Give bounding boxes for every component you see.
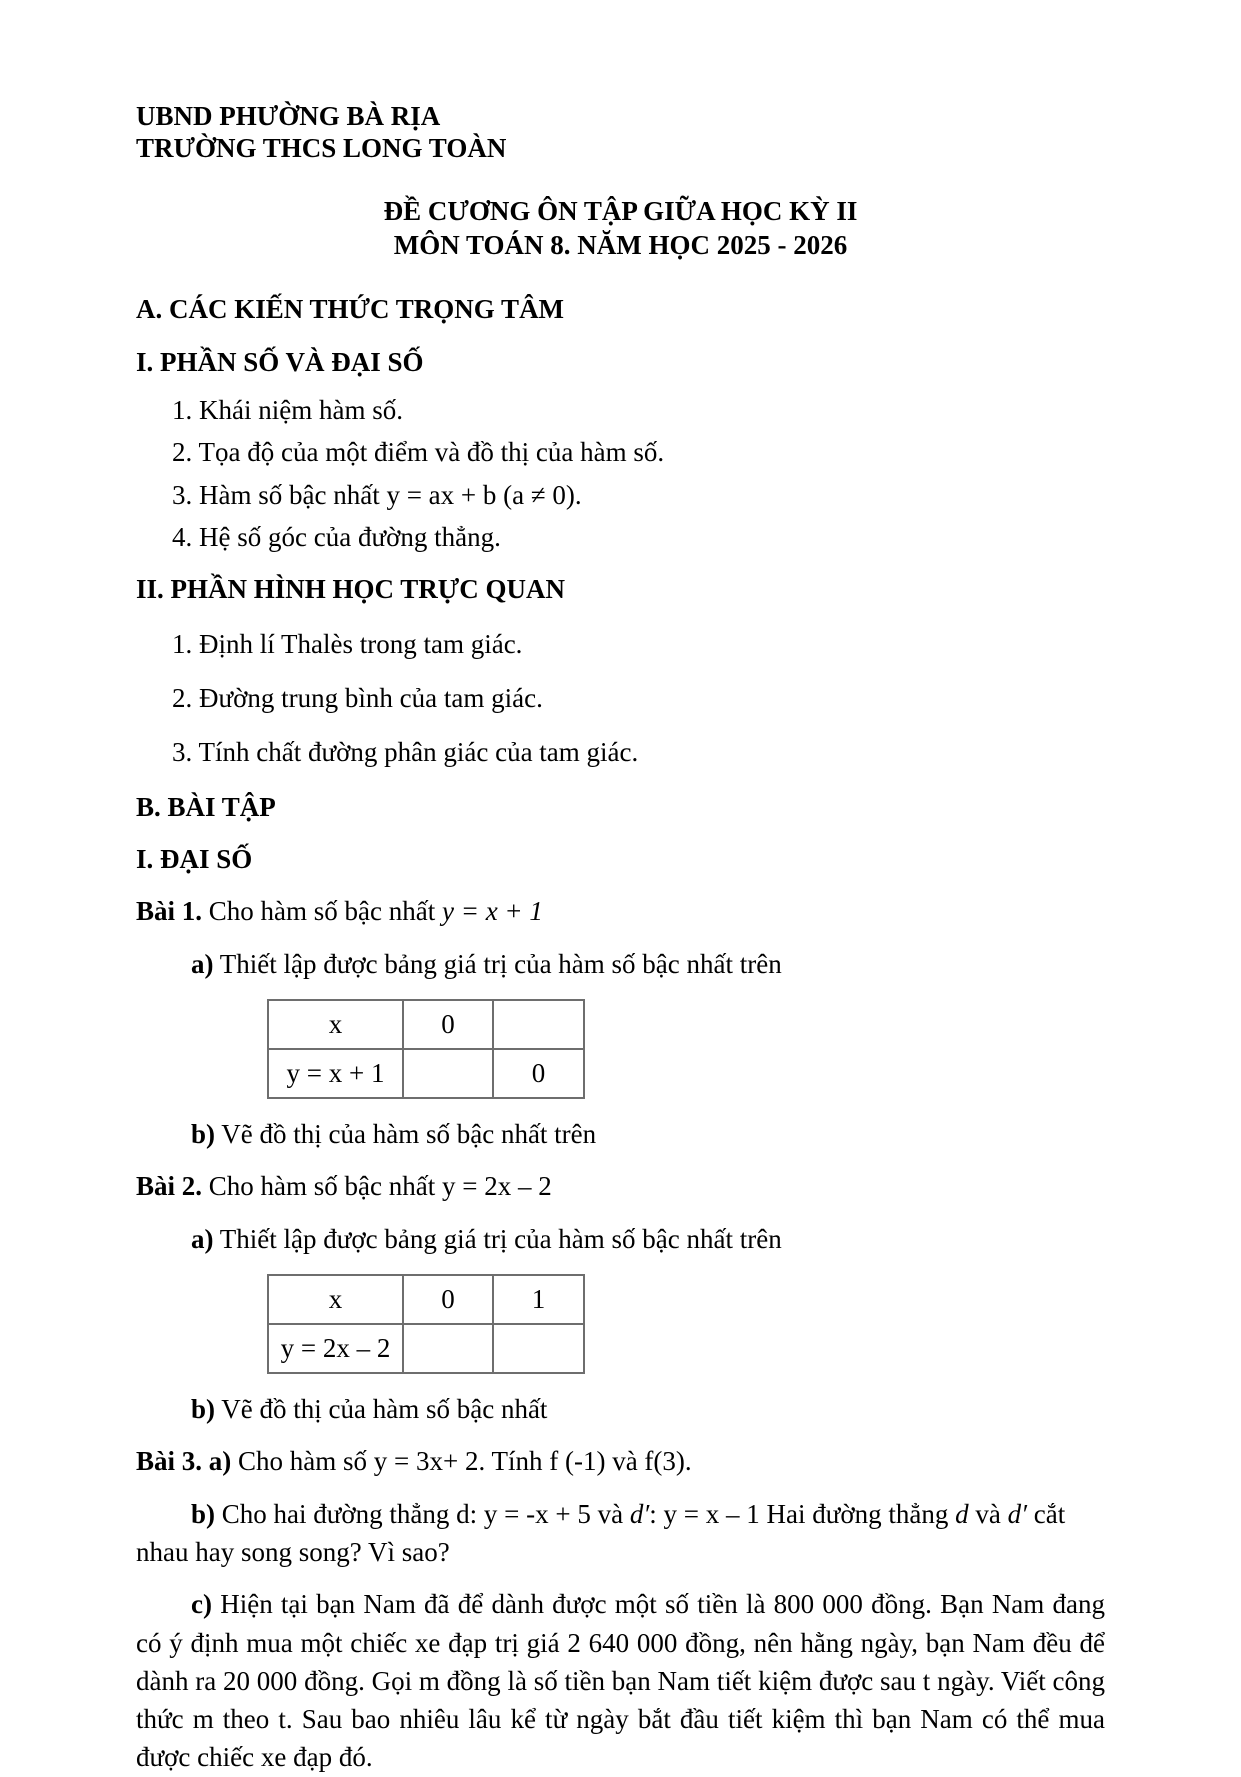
title-line-1: ĐỀ CƯƠNG ÔN TẬP GIỮA HỌC KỲ II [383, 195, 858, 226]
exercise-2-intro-line [136, 1167, 1105, 1205]
table-row [268, 1275, 584, 1324]
org-name: UBND PHƯỜNG BÀ RỊA [136, 101, 441, 131]
table-cell: x [268, 1000, 403, 1049]
algebra-topics-list [136, 391, 1105, 556]
part-a-text: Cho hàm số y = 3x+ 2. Tính f (-1) và f(3). [238, 1446, 692, 1477]
part-a-text: Thiết lập được bảng giá trị của hàm số bậc nhất trên [219, 948, 782, 979]
part-a-label: a) [208, 1446, 232, 1477]
part-a-text: Thiết lập được bảng giá trị của hàm số bậc nhất trên [219, 1223, 782, 1254]
exercise-1-intro: Cho hàm số bậc nhất [208, 896, 436, 927]
exercise-2-part-a [191, 1220, 1105, 1258]
geometry-topics-list [136, 625, 1105, 772]
table-cell [403, 1324, 493, 1373]
topic-item: 2. Tọa độ của một điểm và đồ thị của hàm số. [172, 437, 665, 468]
table-cell: y = x + 1 [268, 1049, 403, 1098]
exercise-1-value-table [267, 999, 585, 1099]
part-b-text: Vẽ đồ thị của hàm số bậc nhất trên [221, 1118, 597, 1149]
line-d-prime-symbol: d′ [1007, 1498, 1027, 1529]
table-cell: 1 [493, 1275, 584, 1324]
document-title [136, 195, 1105, 263]
part-b-text: Cho hai đường thẳng d: y = -x + 5 và [221, 1498, 630, 1529]
part-a-label: a) [191, 948, 214, 979]
exercise-1-label: Bài 1. [136, 896, 203, 927]
table-cell [493, 1324, 584, 1373]
table-cell: 0 [403, 1000, 493, 1049]
part-b-text: : y = x – 1 Hai đường thẳng [649, 1498, 956, 1529]
table-cell [403, 1049, 493, 1098]
exercise-1-part-a [191, 945, 1105, 983]
part-b-text: Vẽ đồ thị của hàm số bậc nhất [221, 1393, 548, 1424]
line-d-symbol: d [955, 1498, 969, 1529]
subsection-algebra-heading: I. PHẦN SỐ VÀ ĐẠI SỐ [136, 346, 424, 377]
school-name: TRƯỜNG THCS LONG TOÀN [136, 133, 507, 164]
table-cell: 0 [493, 1049, 584, 1098]
topic-item: 1. Định lí Thalès trong tam giác. [172, 628, 523, 659]
table-cell [493, 1000, 584, 1049]
section-b-heading: B. BÀI TẬP [136, 791, 276, 822]
exercise-3-label: Bài 3. [136, 1446, 203, 1477]
part-b-text: và [968, 1498, 1008, 1529]
topic-item: 1. Khái niệm hàm số. [172, 394, 403, 425]
part-b-label: b) [191, 1498, 216, 1529]
part-b-label: b) [191, 1393, 216, 1424]
subsection-geometry-heading: II. PHẦN HÌNH HỌC TRỰC QUAN [136, 574, 566, 605]
table-cell: 0 [403, 1275, 493, 1324]
part-c-label: c) [191, 1589, 212, 1620]
table-cell: x [268, 1275, 403, 1324]
part-c-text: Hiện tại bạn Nam đã để dành được một số tiền là 800 000 đồng. Bạn Nam đang có ý định mua một chiếc xe đạp trị giá 2 640 000 đồng, nên hằng ngày, bạn Nam đều để dành ra 20 000 đồng. Gọi m đồng là số tiền bạn Nam tiết kiệm được sau t ngày. Viết công thức m theo t. Sau bao nhiêu lâu kể từ ngày bắt đầu tiết kiệm thì bạn Nam có thể mua được chiếc xe đạp đó. [136, 1589, 1106, 1773]
topic-item: 3. Hàm số bậc nhất y = ax + b (a ≠ 0). [172, 479, 582, 510]
topic-item: 3. Tính chất đường phân giác của tam giác. [172, 737, 639, 768]
exercise-2-value-table [267, 1274, 585, 1374]
title-line-2: MÔN TOÁN 8. NĂM HỌC 2025 - 2026 [393, 229, 848, 260]
part-b-text: cắt nhau hay song song? Vì sao? [136, 1498, 1066, 1567]
exercise-2-part-b [191, 1390, 1105, 1428]
section-a-heading: A. CÁC KIẾN THỨC TRỌNG TÂM [136, 294, 565, 325]
line-d-prime-symbol: d′ [629, 1498, 650, 1529]
table-row [268, 1324, 584, 1373]
table-row [268, 1049, 584, 1098]
part-a-label: a) [191, 1223, 214, 1254]
exercise-3-part-b [136, 1495, 1105, 1572]
topic-item: 4. Hệ số góc của đường thẳng. [172, 521, 501, 552]
exercise-2-intro: Cho hàm số bậc nhất y = 2x – 2 [208, 1171, 552, 1202]
exercise-3-part-c [136, 1585, 1105, 1777]
exercise-1-intro-line [136, 892, 1105, 930]
topic-item: 2. Đường trung bình của tam giác. [172, 682, 543, 713]
exercise-2-label: Bài 2. [136, 1171, 203, 1202]
exercise-1-part-b [191, 1115, 1105, 1153]
table-row [268, 1000, 584, 1049]
exercise-3-part-a [136, 1442, 1105, 1480]
part-b-label: b) [191, 1118, 216, 1149]
table-cell: y = 2x – 2 [268, 1324, 403, 1373]
document-header [136, 100, 1105, 165]
exercise-1-formula: y = x + 1 [441, 896, 543, 927]
subsection-algebra-exercises-heading: I. ĐẠI SỐ [136, 843, 253, 874]
